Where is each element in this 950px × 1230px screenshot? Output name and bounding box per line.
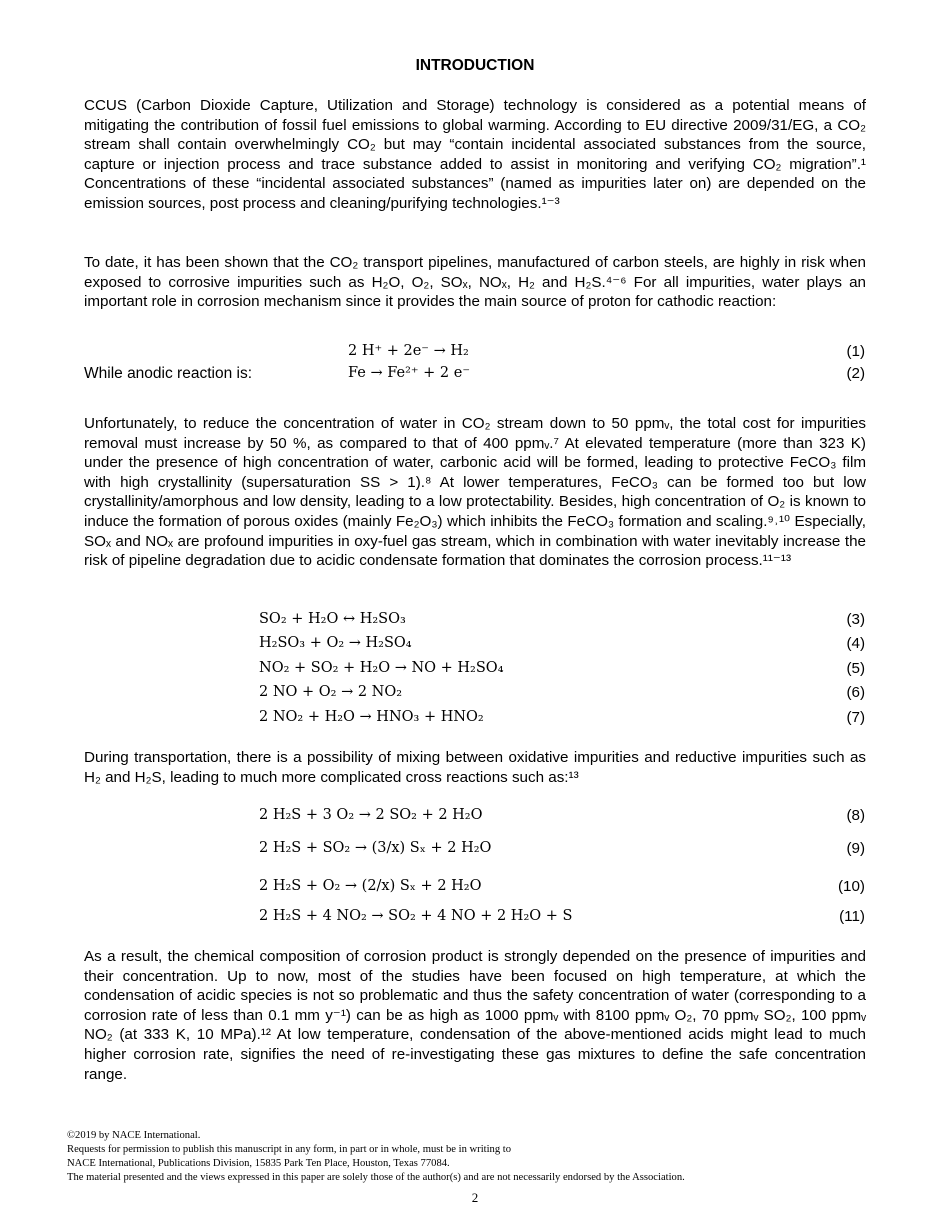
equation-11: 2 H₂S + 4 NO₂ → SO₂ + 4 NO + 2 H₂O + S (259, 908, 573, 924)
equation-2: Fe → Fe²⁺ + 2 e⁻ (348, 365, 470, 381)
equation-number-2: (2) (846, 365, 865, 382)
paragraph-3: Unfortunately, to reduce the concentration of water in CO₂ stream down to 50 ppmᵥ, the total cost for impurities removal must increase by 50 %, as compared to that of 400 ppmᵥ.⁷ At elevated temperature (more than 323 K) under the presence of high concentration of water, carbonic acid will be formed, leading to protective FeCO₃ film with high crystallinity (supersaturation SS > 1).⁸ At lower temperatures, FeCO₃ can be formed too but low crystallinity/amorphous and low density, leading to a low protectability. Besides, high concentration of O₂ is known to induce the formation of porous oxides (mainly Fe₂O₃) which inhibits the FeCO₃ formation and scaling.⁹˒¹⁰ Especially, SOₓ and NOₓ are profound impurities in oxy-fuel gas stream, which in combination with water inevitably increase the risk of pipeline degradation due to acidic condensate formation that dominates the corrosion process.¹¹⁻¹³ (84, 415, 866, 570)
equation-number-10: (10) (837, 878, 865, 895)
equation-number-1: (1) (846, 343, 865, 360)
equation-number-4: (4) (846, 635, 865, 652)
equation-number-5: (5) (846, 660, 865, 677)
footer-copyright-line: ©2019 by NACE International. (67, 1130, 201, 1141)
paragraph-1: CCUS (Carbon Dioxide Capture, Utilization and Storage) technology is considered as a potential means of mitigating the contribution of fossil fuel emissions to global warming. According to EU directive 2009/31/EG, a CO₂ stream shall contain overwhelmingly CO₂ but may “contain incidental associated substances from the source, capture or injection process and trace substance added to assist in monitoring and verifying CO₂ migration”.¹ Concentrations of these “incidental associated substances” (named as impurities later on) are depended on the emission sources, post process and cleaning/purifying technologies.¹⁻³ (84, 97, 866, 212)
equation-1: 2 H⁺ + 2e⁻ → H₂ (348, 343, 469, 359)
equation-6: 2 NO + O₂ → 2 NO₂ (259, 684, 403, 700)
equation-number-8: (8) (846, 807, 865, 824)
equation-number-7: (7) (846, 709, 865, 726)
section-heading: INTRODUCTION (415, 57, 535, 74)
equation-5: NO₂ + SO₂ + H₂O → NO + H₂SO₄ (259, 660, 504, 676)
equation-7: 2 NO₂ + H₂O → HNO₃ + HNO₂ (259, 709, 484, 725)
footer-disclaimer-line: The material presented and the views expressed in this paper are solely those of the author(s) and are not necessarily endorsed by the Association. (67, 1172, 685, 1183)
equation-number-3: (3) (846, 611, 865, 628)
equation-4: H₂SO₃ + O₂ → H₂SO₄ (259, 635, 412, 651)
paragraph-4: During transportation, there is a possibility of mixing between oxidative impurities and reductive impurities such as H₂ and H₂S, leading to much more complicated cross reactions such as:¹³ (84, 749, 866, 786)
copyright-footer (67, 1129, 685, 1185)
equation-8: 2 H₂S + 3 O₂ → 2 SO₂ + 2 H₂O (259, 807, 483, 823)
equation-number-6: (6) (846, 684, 865, 701)
equation-number-9: (9) (846, 840, 865, 857)
anodic-reaction-label: While anodic reaction is: (84, 365, 252, 382)
equation-3: SO₂ + H₂O ↔ H₂SO₃ (259, 611, 406, 627)
paragraph-2: To date, it has been shown that the CO₂ transport pipelines, manufactured of carbon steels, are highly in risk when exposed to corrosive impurities such as H₂O, O₂, SOₓ, NOₓ, H₂ and H₂S.⁴⁻⁶ For all impurities, water plays an important role in corrosion mechanism since it provides the main source of proton for cathodic reaction: (84, 254, 866, 311)
equation-10: 2 H₂S + O₂ → (2/x) Sₓ + 2 H₂O (259, 878, 482, 894)
footer-permission-line: Requests for permission to publish this manuscript in any form, in part or in whole, must be in writing to (67, 1144, 512, 1155)
equation-9: 2 H₂S + SO₂ → (3/x) Sₓ + 2 H₂O (259, 840, 492, 856)
footer-address-line: NACE International, Publications Division, 15835 Park Ten Place, Houston, Texas 77084. (67, 1158, 450, 1169)
page-number: 2 (471, 1190, 479, 1205)
paragraph-5: As a result, the chemical composition of corrosion product is strongly depended on the presence of impurities and their concentration. Up to now, most of the studies have been focused on high temperature, at which the condensation of acidic species is not so problematic and thus the safety concentration of water (corresponding to a corrosion rate of less than 0.1 mm y⁻¹) can be as high as 1000 ppmᵥ with 8100 ppmᵥ O₂, 70 ppmᵥ SO₂, 100 ppmᵥ NO₂ (at 333 K, 10 MPa).¹² At low temperature, condensation of the above-mentioned acids might lead to much higher corrosion rate, signifies the need of re-investigating these gas mixtures to define the safe concentration range. (84, 948, 866, 1083)
equation-number-11: (11) (839, 908, 865, 925)
